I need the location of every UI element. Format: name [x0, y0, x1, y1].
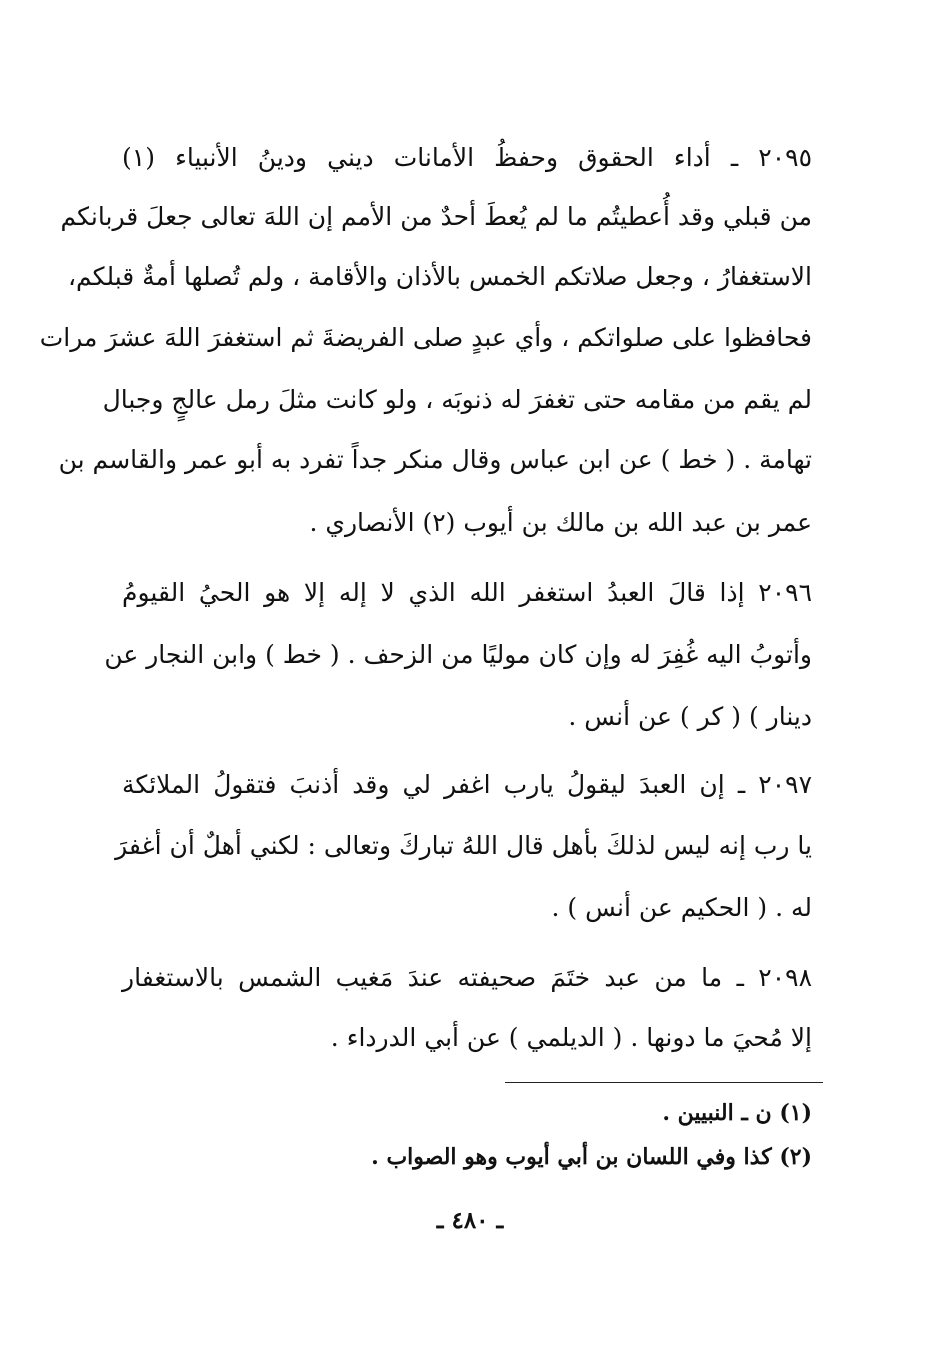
page-number: ـ ٤٨٠ ـ: [436, 1207, 504, 1234]
text-line: ٢٠٩٥ ـ أداء الحقوق وحفظُ الأمانات ديني ودينُ الأنبياء (١): [122, 143, 812, 172]
text-line: الاستغفارُ ، وجعل صلاتكم الخمس بالأذان والأقامة ، ولم تُصلها أمةٌ قبلكم،: [67, 262, 812, 291]
text-line: وأتوبُ اليه غُفِرَ له وإن كان موليًا من الزحف . ( خط ) وابن النجار عن: [104, 640, 812, 669]
footnote: (١) ن ـ النبيين .: [662, 1100, 812, 1126]
text-line: تهامة . ( خط ) عن ابن عباس وقال منكر جداً تفرد به أبو عمر والقاسم بن: [58, 445, 812, 474]
text-line: ٢٠٩٦ إذا قالَ العبدُ استغفر الله الذي لا إله إلا هو الحيُ القيومُ: [122, 578, 812, 607]
text-line: ٢٠٩٧ ـ إن العبدَ ليقولُ يارب اغفر لي وقد أذنبَ فتقولُ الملائكة: [122, 770, 812, 799]
text-line: إلا مُحيَ ما دونها . ( الديلمي ) عن أبي الدرداء .: [330, 1023, 812, 1052]
text-line: من قبلي وقد أُعطيتُم ما لم يُعطَ أحدٌ من الأمم إن اللهَ تعالى جعلَ قربانكم: [60, 202, 812, 231]
text-line: عمر بن عبد الله بن مالك بن أيوب (٢) الأنصاري .: [309, 508, 812, 537]
footnote-divider: [505, 1082, 823, 1083]
text-line: يا رب إنه ليس لذلكَ بأهل قال اللهُ تباركَ وتعالى : لكني أهلٌ أن أغفرَ: [115, 831, 812, 860]
text-line: فحافظوا على صلواتكم ، وأي عبدٍ صلى الفريضةَ ثم استغفرَ اللهَ عشرَ مرات: [39, 323, 812, 352]
text-line: لم يقم من مقامه حتى تغفرَ له ذنوبَه ، ولو كانت مثلَ رمل عالجٍ وجبال: [102, 385, 812, 414]
text-line: دينار ) ( كر ) عن أنس .: [568, 702, 812, 731]
text-line: ٢٠٩٨ ـ ما من عبد ختَمَ صحيفته عندَ مَغيب الشمس بالاستغفار: [122, 963, 812, 992]
footnote: (٢) كذا وفي اللسان بن أبي أيوب وهو الصواب .: [371, 1144, 812, 1170]
text-line: له . ( الحكيم عن أنس ) .: [551, 893, 812, 922]
